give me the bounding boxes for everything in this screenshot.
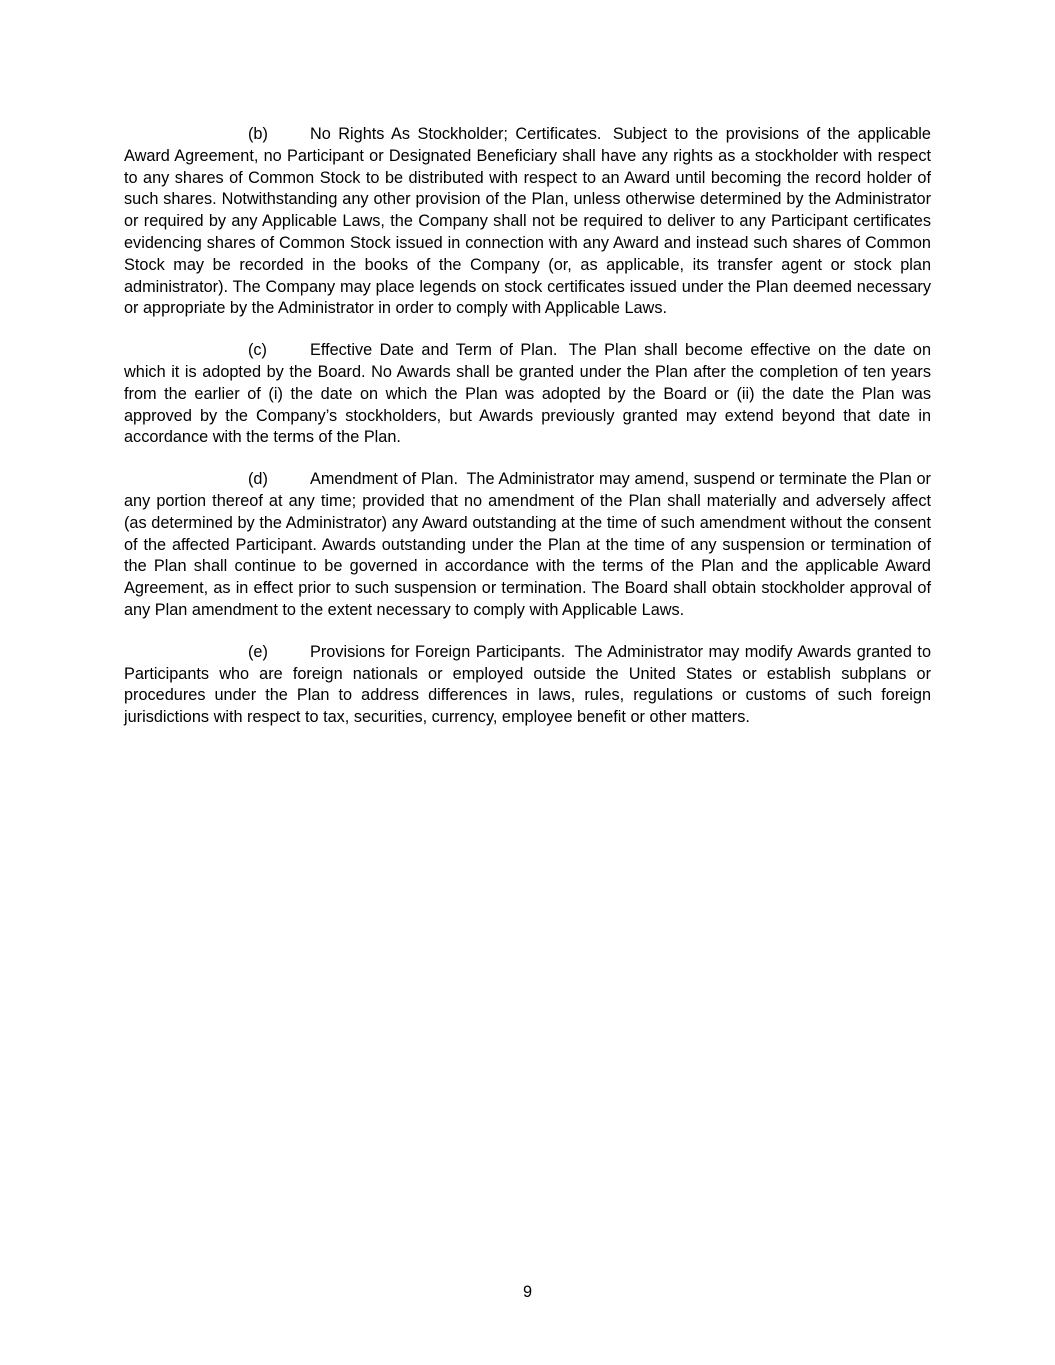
section-title: No Rights As Stockholder; Certificates. [310, 125, 602, 143]
section-body: Subject to the provisions of the applicable Award Agreement, no Participant or Designated Beneficiary shall have any rights as a stockholder with respect to any shares of Common Stock to be distributed with respect to an Award until becoming the record holder of such shares. Notwithstanding any other provision of the Plan, unless otherwise determined by the Administrator or required by any Applicable Laws, the Company shall not be required to deliver to any Participant certificates evidencing shares of Common Stock issued in connection with any Award and instead such shares of Common Stock may be recorded in the books of the Company (or, as applicable, its transfer agent or stock plan administrator). The Company may place legends on stock certificates issued under the Plan deemed necessary or appropriate by the Administrator in order to comply with Applicable Laws. [124, 125, 931, 318]
section-b [124, 124, 931, 320]
section-label: (d) [248, 470, 268, 489]
section-body: The Administrator may modify Awards granted to Participants who are foreign nationals or employed outside the United States or establish subplans or procedures under the Plan to address differences in laws, rules, regulations or customs of such foreign jurisdictions with respect to tax, securities, currency, employee benefit or other matters. [124, 642, 931, 727]
section-label: (c) [248, 341, 267, 360]
page-number: 9 [522, 1283, 533, 1301]
section-body: The Plan shall become effective on the date on which it is adopted by the Board. No Awards shall be granted under the Plan after the completion of ten years from the earlier of (i) the date on which the Plan was adopted by the Board or (ii) the date the Plan was approved by the Company’s stockholders, but Awards previously granted may extend beyond that date in accordance with the terms of the Plan. [124, 341, 931, 447]
section-e [124, 642, 931, 729]
section-c [124, 340, 931, 449]
section-title: Provisions for Foreign Participants. [310, 642, 566, 661]
section-label: (e) [248, 642, 268, 661]
section-title: Amendment of Plan. [310, 470, 458, 489]
document-page [124, 124, 931, 749]
section-d [124, 469, 931, 622]
section-title: Effective Date and Term of Plan. [310, 341, 558, 360]
section-label: (b) [248, 125, 268, 143]
section-body: The Administrator may amend, suspend or terminate the Plan or any portion thereof at any time; provided that no amendment of the Plan shall materially and adversely affect (as determined by the Administrator) any Award outstanding at the time of such amendment without the consent of the affected Participant. Awards outstanding under the Plan at the time of any suspension or termination of the Plan shall continue to be governed in accordance with the terms of the Plan and the applicable Award Agreement, as in effect prior to such suspension or termination. The Board shall obtain stockholder approval of any Plan amendment to the extent necessary to comply with Applicable Laws. [124, 470, 931, 619]
